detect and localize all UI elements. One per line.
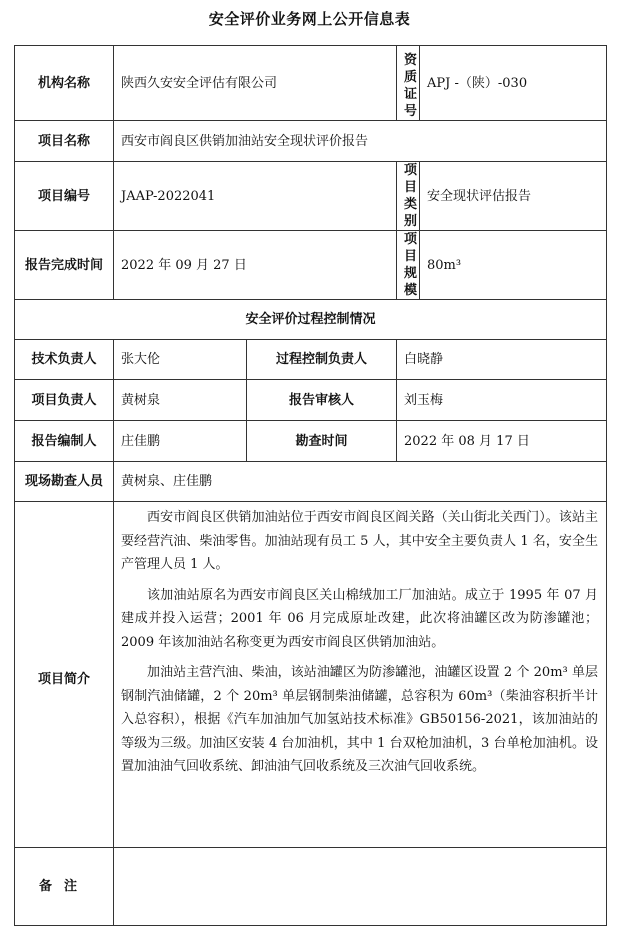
project-name-label: 项目名称: [15, 121, 114, 162]
row-project-name: [15, 121, 607, 162]
org-name-label: 机构名称: [15, 46, 114, 121]
project-scale-label: 项目规模: [397, 231, 420, 300]
row-remarks: [15, 848, 607, 926]
survey-date-label: 勘查时间: [247, 421, 397, 462]
project-type-value: 安全现状评估报告: [420, 162, 607, 231]
intro-content: [114, 502, 607, 848]
row-project-lead: [15, 380, 607, 421]
process-lead-label: 过程控制负责人: [247, 340, 397, 380]
reviewer-label: 报告审核人: [247, 380, 397, 421]
tech-lead-label: 技术负责人: [15, 340, 114, 380]
report-date-label: 报告完成时间: [15, 231, 114, 300]
project-type-label: 项目类别: [397, 162, 420, 231]
intro-paragraph-1: 西安市阎良区供销加油站位于西安市阎良区阎关路（关山街北关西门）。该站主要经营汽油、柴油零售。加油站现有员工 5 人，其中安全主要负责人 1 名，安全生产管理人员 1 人。: [121, 510, 599, 572]
survey-staff-label: 现场勘查人员: [15, 462, 114, 502]
project-lead-label: 项目负责人: [15, 380, 114, 421]
org-name-value: 陕西久安安全评估有限公司: [114, 46, 397, 121]
project-lead-value: 黄树泉: [114, 380, 247, 421]
row-org: [15, 46, 607, 121]
remarks-value: [114, 848, 607, 926]
survey-date-value: 2022 年 08 月 17 日: [397, 421, 607, 462]
row-intro: [15, 502, 607, 848]
project-no-value: JAAP-2022041: [114, 162, 397, 231]
cert-no-value: APJ -（陕）-030: [420, 46, 607, 121]
cert-no-label-text: 资质证号: [404, 53, 418, 119]
info-table: [14, 45, 607, 926]
document-title: 安全评价业务网上公开信息表: [208, 10, 411, 28]
row-compiler: [15, 421, 607, 462]
project-no-label: 项目编号: [15, 162, 114, 231]
survey-staff-value: 黄树泉、庄佳鹏: [114, 462, 607, 502]
intro-paragraph-3: 加油站主营汽油、柴油，该站油罐区为防渗罐池，油罐区设置 2 个 20m³ 单层钢制汽油储罐，2 个 20m³ 单层钢制柴油储罐，总容积为 60m³（柴油容积折半计入总容积），根据《汽车加油加气加氢站技术标准》GB50156-2021，该加油站的等级为三级。加油区安装 4 台加油机，其中 1 台双枪加油机，3 台单枪加油机。设置加油油气回收系统、卸油油气回收系统及三次油气回收系统。: [121, 665, 599, 774]
row-report-date: [15, 231, 607, 300]
intro-paragraph-2: 该加油站原名为西安市阎良区关山棉绒加工厂加油站。成立于 1995 年 07 月建成并投入运营；2001 年 06 月完成原址改建，此次将油罐区改为防渗罐池；2009 年该加油站名称变更为西安市阎良区供销加油站。: [121, 587, 599, 650]
tech-lead-value: 张大伦: [114, 340, 247, 380]
project-scale-value: 80m³: [420, 231, 607, 300]
process-section-heading: 安全评价过程控制情况: [15, 300, 607, 340]
row-project-no: [15, 162, 607, 231]
compiler-value: 庄佳鹏: [114, 421, 247, 462]
row-survey-staff: [15, 462, 607, 502]
report-date-value: 2022 年 09 月 27 日: [114, 231, 397, 300]
row-process-section: [15, 300, 607, 340]
row-leads: [15, 340, 607, 380]
compiler-label: 报告编制人: [15, 421, 114, 462]
intro-label: 项目简介: [15, 502, 114, 848]
project-name-value: 西安市阎良区供销加油站安全现状评价报告: [114, 121, 607, 162]
cert-no-label: [397, 46, 420, 121]
reviewer-value: 刘玉梅: [397, 380, 607, 421]
process-lead-value: 白晓静: [397, 340, 607, 380]
remarks-label: 备注: [15, 848, 114, 926]
